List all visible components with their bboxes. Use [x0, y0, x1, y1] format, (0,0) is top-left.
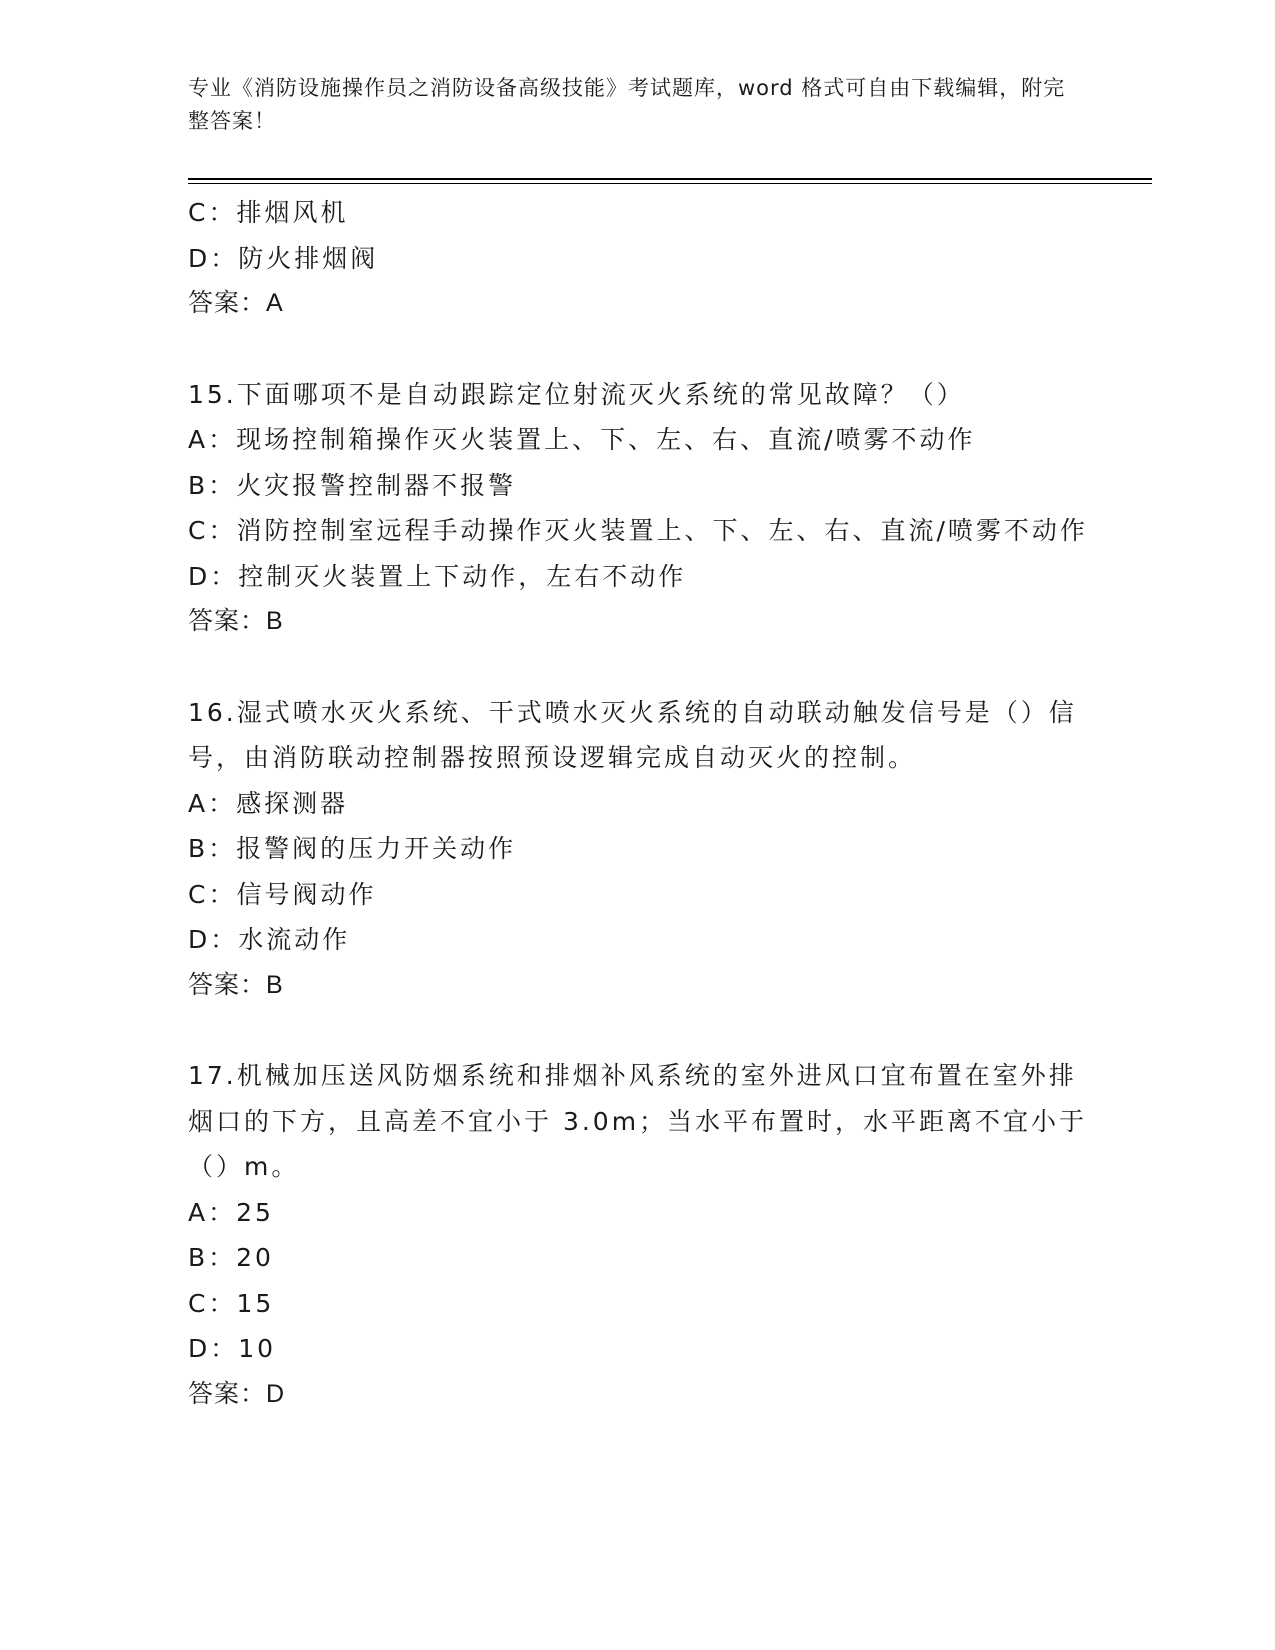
- option-c: C：信号阀动作: [188, 879, 377, 909]
- option-d: D：控制灭火装置上下动作，左右不动作: [188, 561, 687, 591]
- option-d: D：10: [188, 1334, 277, 1363]
- option-d: D：防火排烟阀: [188, 243, 379, 273]
- answer-line: 答案：A: [188, 289, 284, 317]
- question-stem: 17.机械加压送风防烟系统和排烟补风系统的室外进风口宜布置在室外排烟口的下方，且高差不宜小于 3.0m；当水平布置时，水平距离不宜小于（）m。: [188, 1061, 1088, 1181]
- question-15: [188, 372, 1088, 645]
- option-b: B：报警阀的压力开关动作: [188, 834, 517, 863]
- answer-line: 答案：B: [188, 970, 284, 999]
- question-16: [188, 690, 1088, 1009]
- option-a: A：25: [188, 1197, 274, 1227]
- question-prev: [188, 190, 1088, 327]
- document-header: 专业《消防设施操作员之消防设备高级技能》考试题库，word 格式可自由下载编辑，附完整答案！: [188, 76, 1066, 133]
- answer-line: 答案：D: [188, 1379, 286, 1408]
- question-stem: 15.下面哪项不是自动跟踪定位射流灭火系统的常见故障？（）: [188, 379, 965, 409]
- option-b: B：20: [188, 1243, 274, 1272]
- question-17: [188, 1053, 1088, 1417]
- option-c: C：消防控制室远程手动操作灭火装置上、下、左、右、直流/喷雾不动作: [188, 516, 1088, 545]
- option-d: D：水流动作: [188, 925, 351, 954]
- option-a: A：感探测器: [188, 788, 349, 818]
- header-rule-thin: [188, 183, 1152, 184]
- option-c: C：15: [188, 1288, 275, 1318]
- header-rule-thick: [188, 178, 1152, 180]
- option-b: B：火灾报警控制器不报警: [188, 470, 517, 500]
- question-stem: 16.湿式喷水灭火系统、干式喷水灭火系统的自动联动触发信号是（）信号，由消防联动控制器按照预设逻辑完成自动灭火的控制。: [188, 697, 1077, 772]
- question-content: [188, 190, 1088, 1417]
- option-c: C：排烟风机: [188, 198, 349, 227]
- option-a: A：现场控制箱操作灭火装置上、下、左、右、直流/喷雾不动作: [188, 425, 976, 454]
- answer-line: 答案：B: [188, 607, 284, 635]
